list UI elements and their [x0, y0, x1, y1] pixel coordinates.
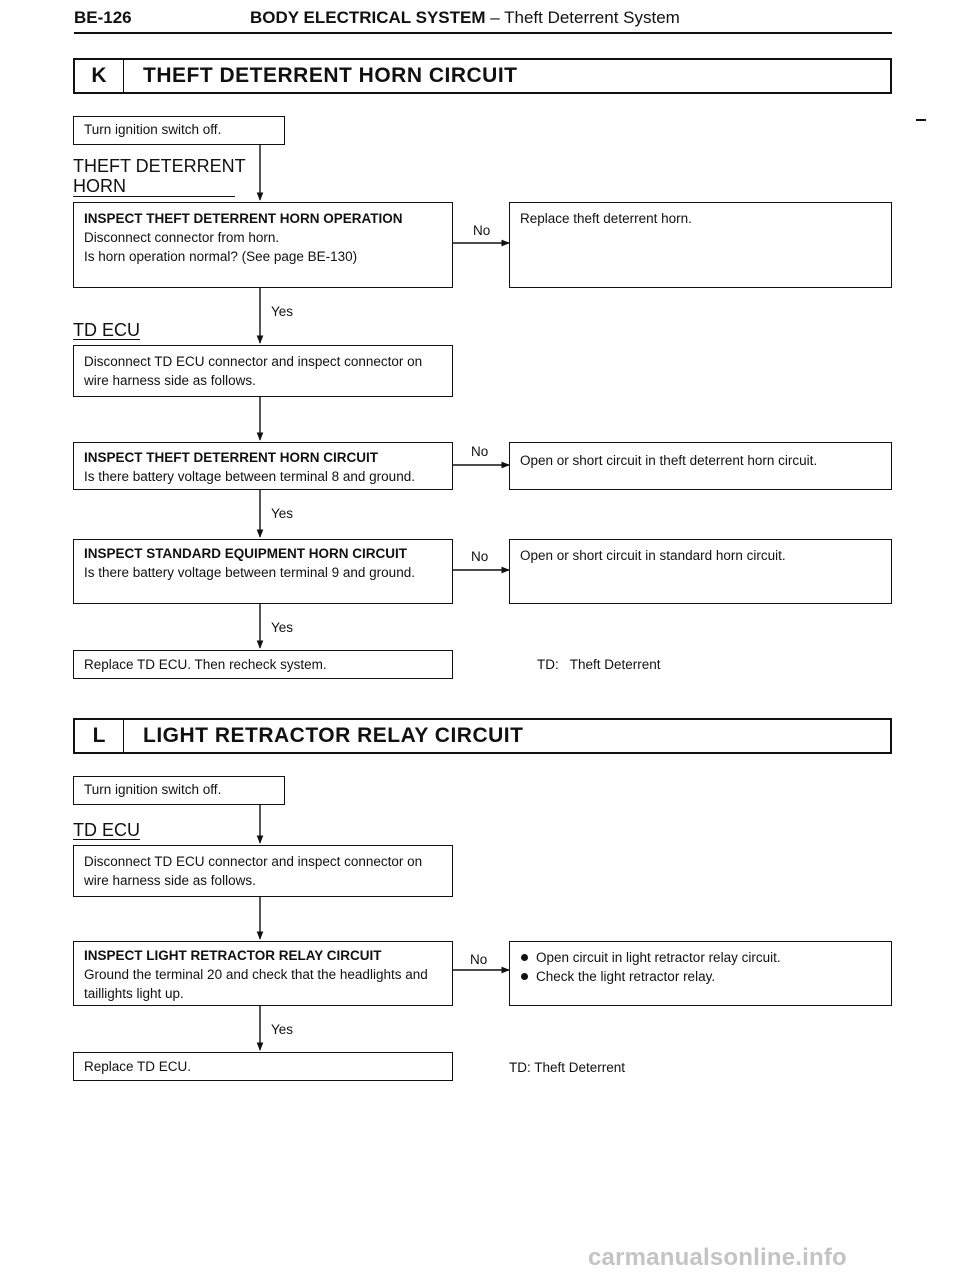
- l-context-ecu: TD ECU: [73, 820, 140, 840]
- k-step3-box: [73, 442, 453, 490]
- section-l-header: [73, 718, 892, 754]
- k-step3-yes-label: Yes: [271, 506, 294, 521]
- k-step2-body: Disconnect TD ECU connector and inspect connector on wire harness side as follows.: [84, 354, 423, 388]
- l-final-box: [73, 1052, 453, 1081]
- k-step3-no-result: [509, 442, 892, 490]
- l-note: TD: Theft Deterrent: [509, 1060, 626, 1075]
- section-k-letter: K: [75, 60, 124, 92]
- k-context-horn-line1: THEFT DETERRENT: [73, 156, 246, 176]
- k-step4-no-result-text: Open or short circuit in standard horn circuit.: [520, 548, 786, 563]
- k-step3-body: Is there battery voltage between terminal 8 and ground.: [84, 469, 415, 484]
- section-k-header: [73, 58, 892, 94]
- l-start-text: Turn ignition switch off.: [84, 782, 222, 797]
- k-final-box: [73, 650, 453, 679]
- k-step1-body2: Is horn operation normal? (See page BE-130): [84, 249, 358, 264]
- page-title: [250, 8, 680, 28]
- page-title-main: BODY ELECTRICAL SYSTEM: [250, 8, 486, 27]
- section-k-title: THEFT DETERRENT HORN CIRCUIT: [143, 64, 518, 87]
- k-step2-box: [73, 345, 453, 397]
- watermark: carmanualsonline.info: [588, 1244, 847, 1271]
- l-step2-body: Ground the terminal 20 and check that the headlights and taillights light up.: [84, 967, 428, 1001]
- k-step4-yes-label: Yes: [271, 620, 294, 635]
- k-step1-title: INSPECT THEFT DETERRENT HORN OPERATION: [84, 211, 403, 226]
- l-step2-no-result-list: [520, 948, 881, 986]
- page-number: BE-126: [74, 8, 132, 27]
- k-step1-box: [73, 202, 453, 288]
- page-title-sub: – Theft Deterrent System: [485, 8, 680, 27]
- k-final-text: Replace TD ECU. Then recheck system.: [84, 657, 327, 672]
- k-start-box: [73, 116, 285, 145]
- l-step2-title: INSPECT LIGHT RETRACTOR RELAY CIRCUIT: [84, 948, 382, 963]
- k-note: TD: Theft Deterrent: [537, 657, 661, 672]
- k-step1-no-result: [509, 202, 892, 288]
- k-step3-no-result-text: Open or short circuit in theft deterrent horn circuit.: [520, 453, 818, 468]
- l-step2-box: [73, 941, 453, 1006]
- k-context-horn: [73, 156, 246, 197]
- k-step1-no-label: No: [473, 223, 491, 238]
- k-step4-no-result: [509, 539, 892, 604]
- k-step4-no-label: No: [471, 549, 489, 564]
- k-step4-box: [73, 539, 453, 604]
- l-start-box: [73, 776, 285, 805]
- k-step1-body1: Disconnect connector from horn.: [84, 230, 280, 245]
- l-step2-no-label: No: [470, 952, 488, 967]
- k-step4-body: Is there battery voltage between terminal 9 and ground.: [84, 565, 415, 580]
- section-l-letter: L: [75, 720, 124, 752]
- l-step1-box: [73, 845, 453, 897]
- l-final-text: Replace TD ECU.: [84, 1059, 192, 1074]
- l-step2-no-result-item2: Check the light retractor relay.: [520, 967, 881, 986]
- margin-dash: [916, 119, 926, 121]
- k-step4-title: INSPECT STANDARD EQUIPMENT HORN CIRCUIT: [84, 546, 408, 561]
- k-step3-no-label: No: [471, 444, 489, 459]
- k-step1-yes-label: Yes: [271, 304, 294, 319]
- l-step2-no-result-item1: Open circuit in light retractor relay circuit.: [520, 948, 881, 967]
- k-start-text: Turn ignition switch off.: [84, 122, 222, 137]
- section-l-title: LIGHT RETRACTOR RELAY CIRCUIT: [143, 724, 524, 747]
- l-step2-yes-label: Yes: [271, 1022, 294, 1037]
- k-context-horn-line2: HORN: [73, 176, 235, 197]
- l-step2-no-result: [509, 941, 892, 1006]
- page-header: [74, 8, 892, 34]
- k-step3-title: INSPECT THEFT DETERRENT HORN CIRCUIT: [84, 450, 379, 465]
- l-step1-body: Disconnect TD ECU connector and inspect connector on wire harness side as follows.: [84, 854, 423, 888]
- k-step1-no-result-text: Replace theft deterrent horn.: [520, 211, 692, 226]
- k-context-ecu: TD ECU: [73, 320, 140, 340]
